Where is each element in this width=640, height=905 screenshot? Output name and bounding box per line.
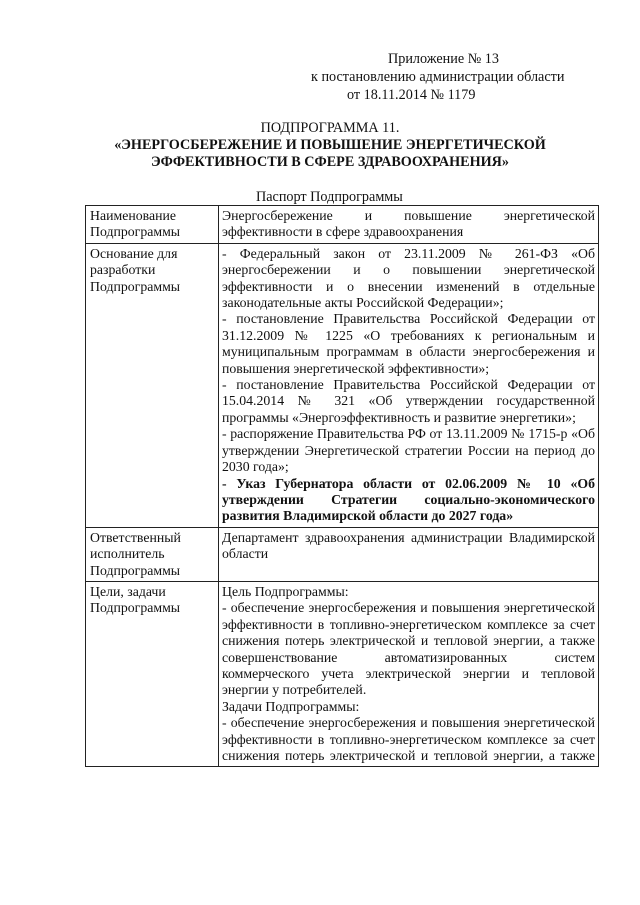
- row-label-line: Подпрограммы: [90, 224, 181, 240]
- row-label-line: разработки: [90, 262, 156, 278]
- document-title: [80, 120, 580, 171]
- appendix-number: Приложение № 13: [388, 51, 499, 67]
- row-paragraph: Задачи Подпрограммы:: [222, 698, 360, 714]
- row-paragraph: Цель Подпрограммы:: [222, 583, 349, 599]
- row-label: [86, 581, 219, 766]
- row-paragraph: - Федеральный закон от 23.11.2009 № 261-ФЗ «Об энергосбережении и о повышении энергетической эффективности и о внесении изменений в отдельные законодательные акты Российской Федерации»;: [222, 245, 595, 311]
- row-paragraph: Департамент здравоохранения администрации Владимирской области: [222, 529, 595, 562]
- row-paragraph: - обеспечение энергосбережения и повышения энергетической эффективности в топливно-энергетическом комплексе за счет снижения потерь электрической и тепловой энергии, а также совершенствование автоматизированных систем коммерческого учета электрической энергии и тепловой энергии у потребителей.: [222, 600, 595, 698]
- table-row: [86, 581, 599, 766]
- passport-caption: Паспорт Подпрограммы: [256, 189, 403, 205]
- table-row: [86, 527, 599, 581]
- row-label-line: исполнитель: [90, 546, 165, 562]
- appendix-header: [300, 50, 590, 104]
- row-label-line: Ответственный: [90, 529, 181, 545]
- row-paragraph: - распоряжение Правительства РФ от 13.11.2009 № 1715-р «Об утверждении Энергетической стратегии России на период до 2030 года»;: [222, 426, 595, 475]
- row-value: [219, 206, 599, 244]
- passport-table: [85, 205, 599, 767]
- row-label: [86, 206, 219, 244]
- row-label-line: Цели, задачи: [90, 583, 166, 599]
- row-paragraph: - постановление Правительства Российской Федерации от 31.12.2009 № 1225 «О требованиях к региональным и муниципальным программам в области энергосбережения и повышения энергетической эффективности»;: [222, 311, 595, 376]
- row-paragraph: Энергосбережение и повышение энергетической эффективности в сфере здравоохранения: [222, 208, 595, 240]
- appendix-decree-ref: к постановлению администрации области: [311, 69, 565, 85]
- row-value: [219, 581, 599, 766]
- row-value: [219, 527, 599, 581]
- title-line-2: «ЭНЕРГОСБЕРЕЖЕНИЕ И ПОВЫШЕНИЕ ЭНЕРГЕТИЧЕСКОЙ: [114, 137, 546, 153]
- row-label-line: Основание для: [90, 245, 178, 261]
- row-label-line: Подпрограммы: [90, 562, 181, 578]
- row-label-line: Подпрограммы: [90, 278, 181, 294]
- row-label-line: Подпрограммы: [90, 600, 181, 616]
- appendix-decree-date: от 18.11.2014 № 1179: [347, 87, 476, 103]
- row-paragraph: - постановление Правительства Российской Федерации от 15.04.2014 № 321 «Об утверждении государственной программы «Энергоэффективность и развитие энергетики»;: [222, 377, 595, 425]
- table-row: [86, 243, 599, 527]
- title-line-3: ЭФФЕКТИВНОСТИ В СФЕРЕ ЗДРАВООХРАНЕНИЯ»: [150, 154, 510, 170]
- row-paragraph: - Указ Губернатора области от 02.06.2009 № 10 «Об утверждении Стратегии социально-экономического развития Владимирской области до 2027 года»: [222, 475, 595, 524]
- row-value: [219, 243, 599, 527]
- row-paragraph: - обеспечение энергосбережения и повышения энергетической эффективности в топливно-энергетическом комплексе за счет снижения потерь электрической и тепловой энергии, а также: [222, 715, 595, 763]
- table-row: [86, 206, 599, 244]
- title-subprogram-number: ПОДПРОГРАММА 11.: [260, 120, 400, 136]
- row-label-line: Наименование: [90, 208, 176, 223]
- row-label: [86, 243, 219, 527]
- row-label: [86, 527, 219, 581]
